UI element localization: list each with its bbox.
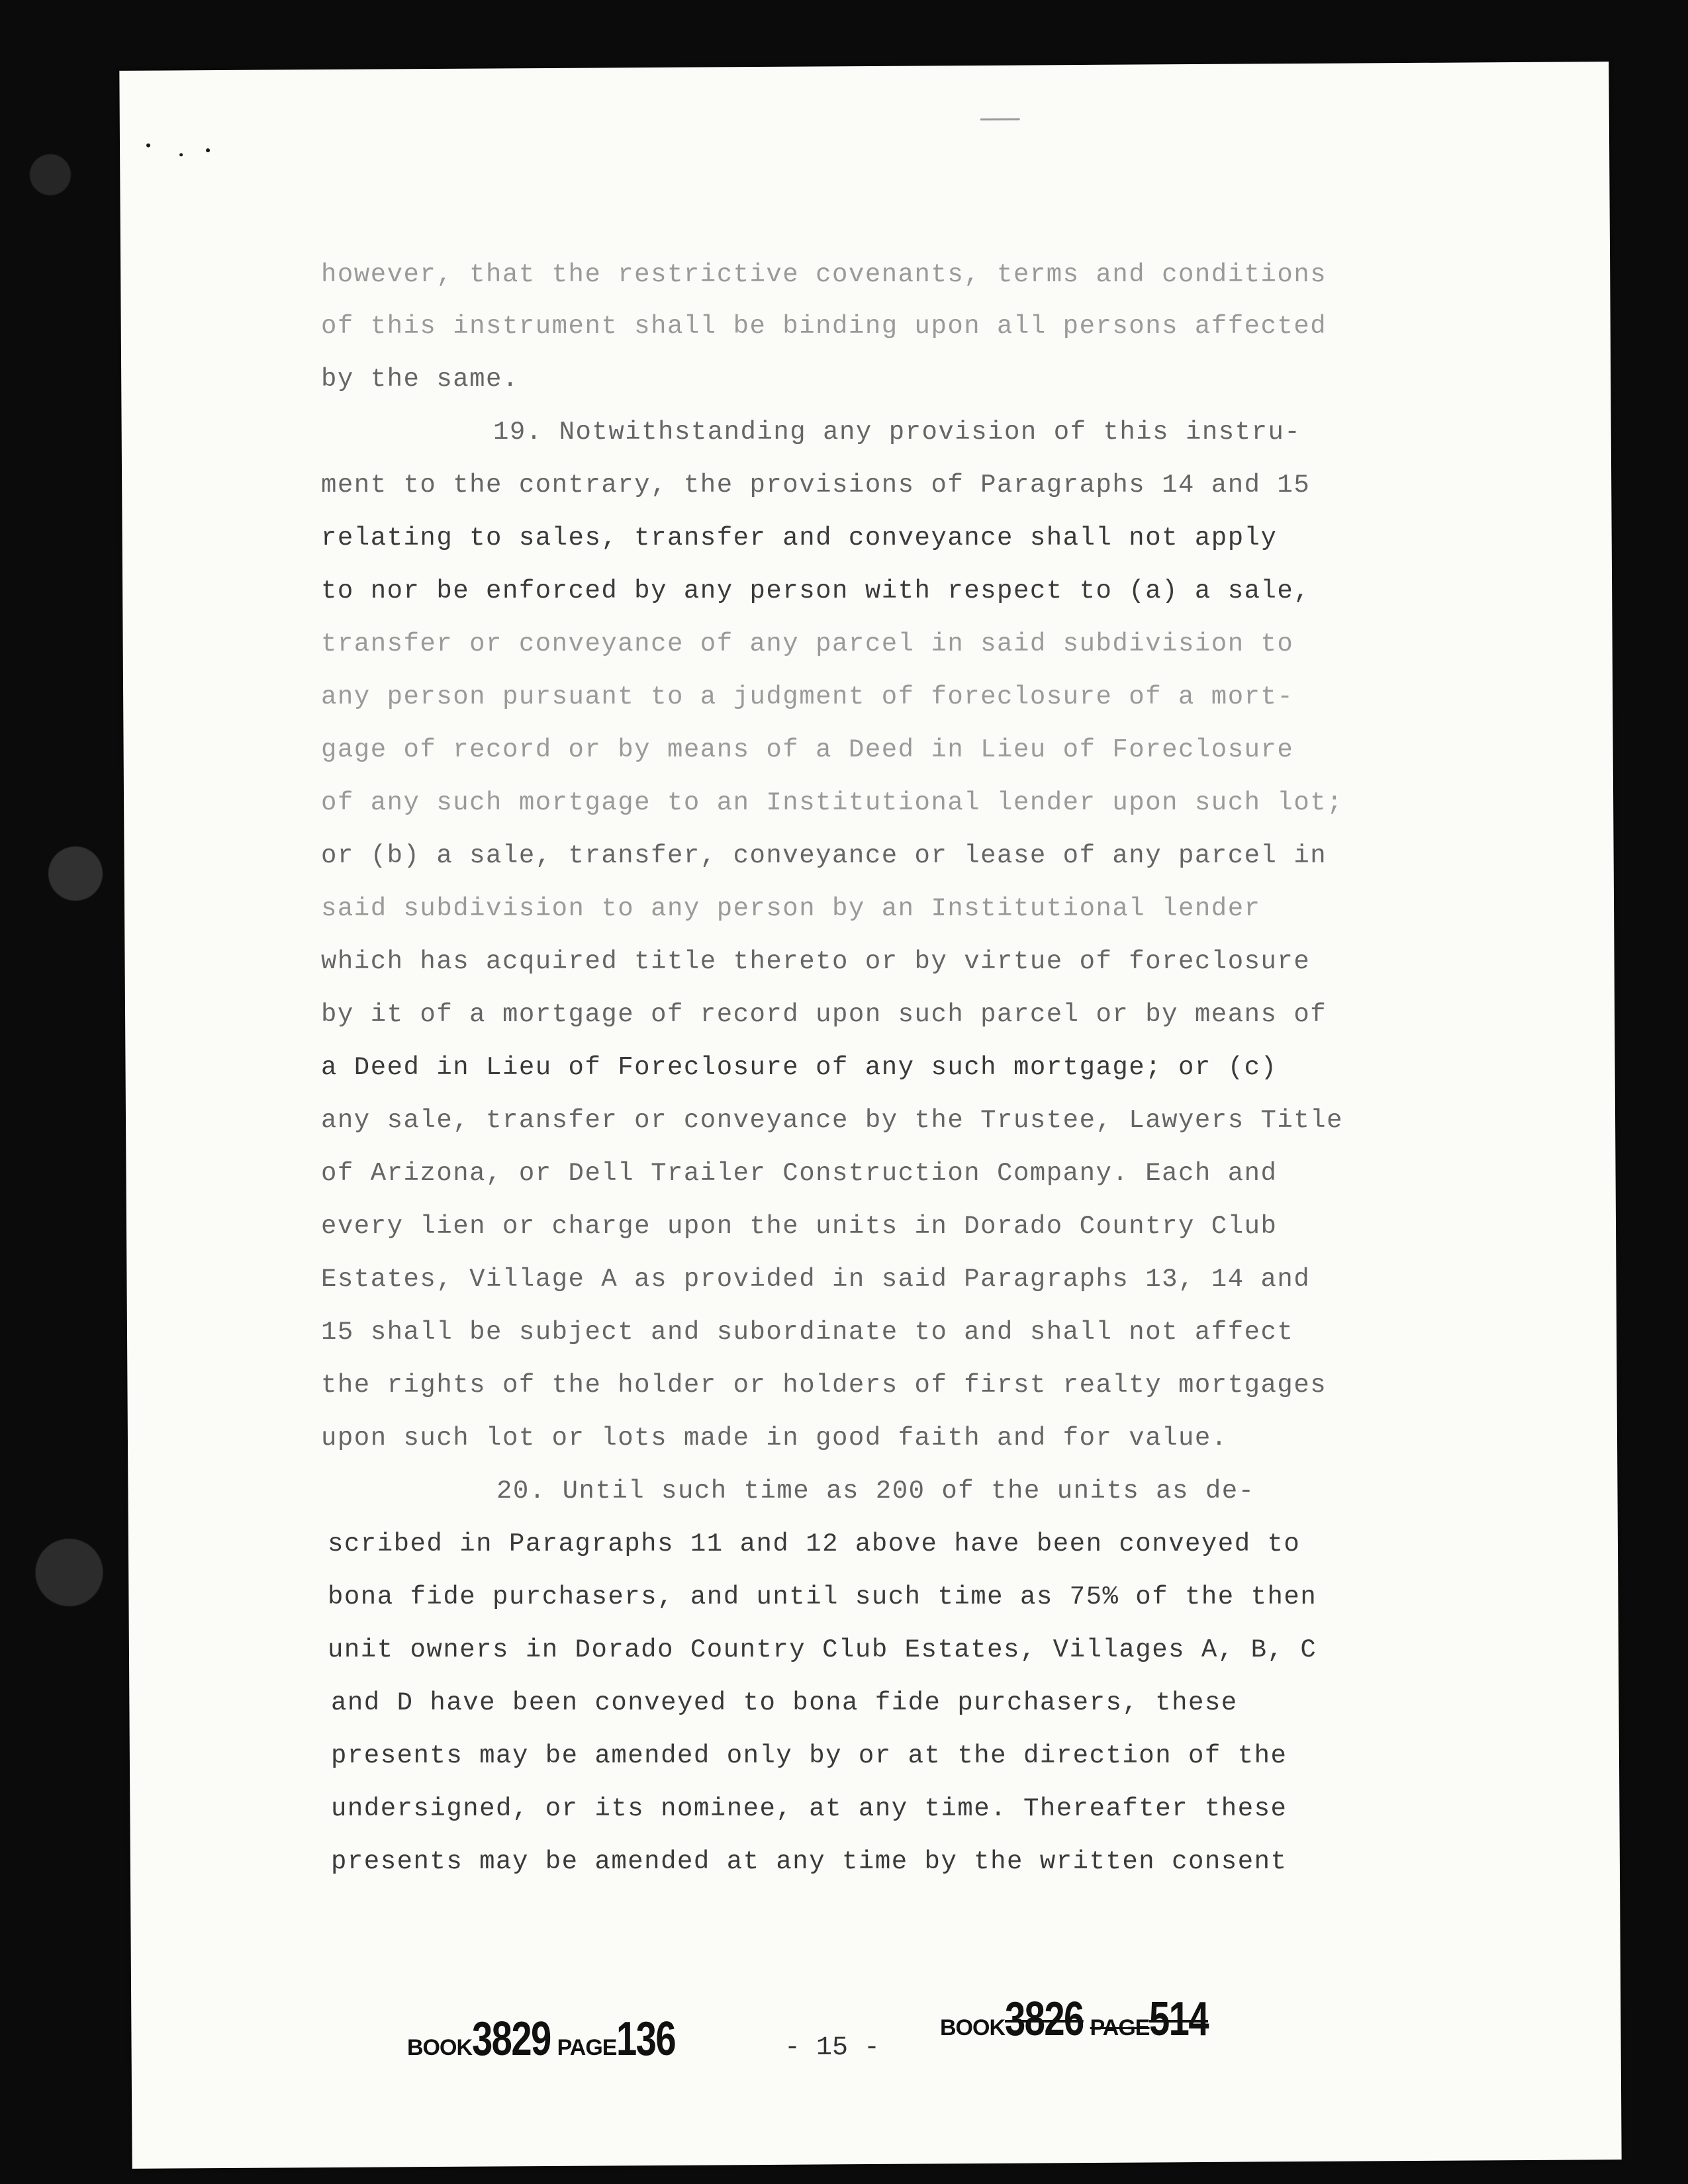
text-line: every lien or charge upon the units in Dorado Country Club (321, 1212, 1278, 1241)
text-line: said subdivision to any person by an Institutional lender (321, 894, 1261, 923)
text-line: to nor be enforced by any person with respect to (a) a sale, (321, 576, 1311, 606)
text-line: presents may be amended at any time by the written consent (331, 1847, 1288, 1876)
page-number-stamp: 136 (616, 2013, 676, 2066)
book-number: 3826 (1005, 1993, 1084, 2046)
text-line: presents may be amended only by or at the direction of the (331, 1741, 1288, 1770)
text-line: however, that the restrictive covenants, terms and conditions (321, 260, 1327, 289)
recording-stamp-left (407, 2012, 692, 2066)
text-line: the rights of the holder or holders of first realty mortgages (321, 1371, 1327, 1400)
text-line: 15 shall be subject and subordinate to and shall not affect (321, 1318, 1294, 1347)
page-number: - 15 - (784, 2033, 880, 2063)
text-line: any sale, transfer or conveyance by the Trustee, Lawyers Title (321, 1106, 1344, 1135)
text-line: unit owners in Dorado Country Club Estates, Villages A, B, C (328, 1635, 1317, 1664)
text-line: upon such lot or lots made in good faith and for value. (321, 1424, 1228, 1453)
text-line: ment to the contrary, the provisions of Paragraphs 14 and 15 (321, 471, 1311, 500)
text-line: of any such mortgage to an Institutional lender upon such lot; (321, 788, 1344, 817)
scan-mark (980, 118, 1020, 120)
page-number-stamp: 514 (1149, 1993, 1209, 2046)
text-line: relating to sales, transfer and conveyance shall not apply (321, 523, 1278, 553)
page-label: PAGE (1090, 2015, 1150, 2040)
text-line: scribed in Paragraphs 11 and 12 above have been conveyed to (328, 1529, 1301, 1559)
text-line: by it of a mortgage of record upon such parcel or by means of (321, 1000, 1327, 1029)
scan-speck (146, 144, 150, 148)
text-line: of Arizona, or Dell Trailer Construction Company. Each and (321, 1159, 1278, 1188)
text-line: bona fide purchasers, and until such time as 75% of the then (328, 1582, 1317, 1612)
scan-edge-left (0, 0, 126, 2184)
text-line: 19. Notwithstanding any provision of this instru- (493, 418, 1301, 447)
text-line: by the same. (321, 365, 519, 394)
text-line: transfer or conveyance of any parcel in said subdivision to (321, 629, 1294, 659)
scan-speck (179, 153, 183, 156)
text-line: gage of record or by means of a Deed in Lieu of Foreclosure (321, 735, 1294, 764)
page-label: PAGE (557, 2035, 617, 2060)
text-line: of this instrument shall be binding upon all persons affected (321, 312, 1327, 341)
text-line: or (b) a sale, transfer, conveyance or lease of any parcel in (321, 841, 1327, 870)
book-number: 3829 (472, 2013, 551, 2066)
text-line: any person pursuant to a judgment of foreclosure of a mort- (321, 682, 1294, 711)
book-label: BOOK (940, 2015, 1005, 2040)
text-line: and D have been conveyed to bona fide purchasers, these (331, 1688, 1238, 1717)
text-line: a Deed in Lieu of Foreclosure of any such mortgage; or (c) (321, 1053, 1278, 1082)
text-line: Estates, Village A as provided in said Paragraphs 13, 14 and (321, 1265, 1311, 1294)
scan-speck (206, 148, 210, 152)
text-line: 20. Until such time as 200 of the units as de- (496, 1477, 1255, 1506)
book-label: BOOK (407, 2035, 472, 2060)
recording-stamp-right (940, 1992, 1225, 2046)
text-line: which has acquired title thereto or by virtue of foreclosure (321, 947, 1311, 976)
text-line: undersigned, or its nominee, at any time. Thereafter these (331, 1794, 1288, 1823)
